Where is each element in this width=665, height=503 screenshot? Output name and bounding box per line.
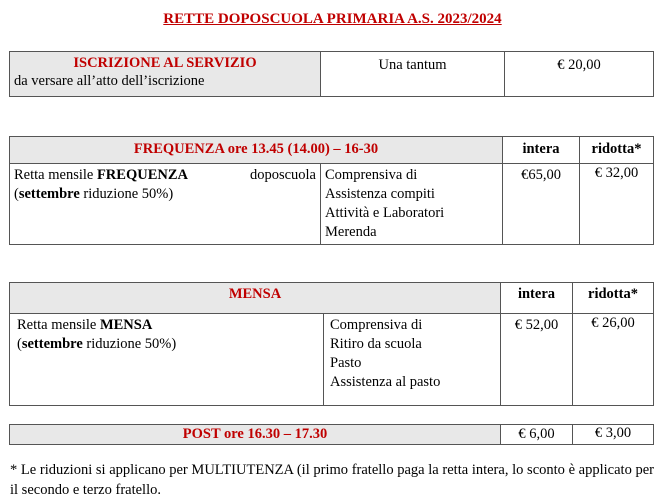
mensa-heading: MENSA xyxy=(10,283,500,313)
mensa-col-intera: intera xyxy=(500,283,572,313)
frequenza-include-2: Attività e Laboratori xyxy=(325,205,445,221)
post-ridotta-cell xyxy=(572,425,653,444)
frequenza-ridotta-cell xyxy=(579,164,653,244)
post-ridotta: € 3,00 xyxy=(594,425,632,441)
mensa-desc xyxy=(17,316,316,335)
post-heading: POST ore 16.30 – 17.30 xyxy=(10,425,500,444)
frequenza-table xyxy=(9,136,654,245)
mensa-includes-cell xyxy=(323,314,500,405)
frequenza-include-1: Assistenza compiti xyxy=(325,186,435,202)
mensa-note: (settembre riduzione 50%) xyxy=(17,336,177,352)
mensa-intera-cell xyxy=(500,314,572,405)
page-title: RETTE DOPOSCUOLA PRIMARIA A.S. 2023/2024 xyxy=(163,11,502,27)
frequenza-note-rest: riduzione 50%) xyxy=(79,186,174,202)
mensa-col-ridotta: ridotta* xyxy=(572,283,653,313)
iscrizione-heading: ISCRIZIONE AL SERVIZIO xyxy=(73,55,257,71)
frequenza-intera-cell xyxy=(502,164,579,244)
mensa-note-rest: riduzione 50%) xyxy=(82,336,177,352)
mensa-table xyxy=(9,282,654,406)
post-table xyxy=(9,424,654,445)
iscrizione-type: Una tantum xyxy=(378,57,447,73)
post-intera: € 6,00 xyxy=(518,426,555,442)
frequenza-desc-pre: Retta mensile xyxy=(14,167,97,183)
frequenza-desc-post: doposcuola xyxy=(249,167,316,183)
mensa-include-0: Comprensiva di xyxy=(330,317,423,333)
frequenza-include-0: Comprensiva di xyxy=(325,167,418,183)
iscrizione-price-cell xyxy=(504,52,653,96)
mensa-include-2: Pasto xyxy=(330,355,362,371)
frequenza-heading: FREQUENZA ore 13.45 (14.00) – 16-30 xyxy=(10,137,502,163)
footnote: * Le riduzioni si applicano per MULTIUTENZA (il primo fratello paga la retta intera, lo sconto è applicato per il secondo e terzo fratello. xyxy=(10,462,654,498)
mensa-desc-bold: MENSA xyxy=(99,317,153,333)
frequenza-desc-bold: FREQUENZA xyxy=(96,167,188,183)
iscrizione-type-cell xyxy=(320,52,504,96)
frequenza-includes-cell xyxy=(320,164,502,244)
post-intera-cell xyxy=(500,425,572,444)
frequenza-note: (settembre riduzione 50%) xyxy=(14,186,174,202)
mensa-include-3: Assistenza al pasto xyxy=(330,374,441,390)
mensa-note-bold: settembre xyxy=(21,336,83,352)
frequenza-col-ridotta: ridotta* xyxy=(579,137,653,163)
mensa-ridotta: € 26,00 xyxy=(591,315,635,331)
mensa-ridotta-cell xyxy=(572,314,653,405)
iscrizione-table xyxy=(9,51,654,97)
frequenza-include-3: Merenda xyxy=(325,224,377,240)
mensa-desc-cell xyxy=(10,314,323,405)
iscrizione-label-cell xyxy=(10,52,320,96)
mensa-intera: € 52,00 xyxy=(514,317,559,333)
iscrizione-price: € 20,00 xyxy=(557,57,601,73)
frequenza-col-intera: intera xyxy=(502,137,579,163)
mensa-desc-pre: Retta mensile xyxy=(17,317,100,333)
frequenza-desc xyxy=(14,166,316,185)
iscrizione-subtitle: da versare all’atto dell’iscrizione xyxy=(14,73,205,89)
frequenza-note-bold: settembre xyxy=(18,186,80,202)
frequenza-ridotta: € 32,00 xyxy=(594,165,639,181)
frequenza-intera: €65,00 xyxy=(521,167,561,183)
frequenza-desc-cell xyxy=(10,164,320,244)
mensa-include-1: Ritiro da scuola xyxy=(330,336,422,352)
